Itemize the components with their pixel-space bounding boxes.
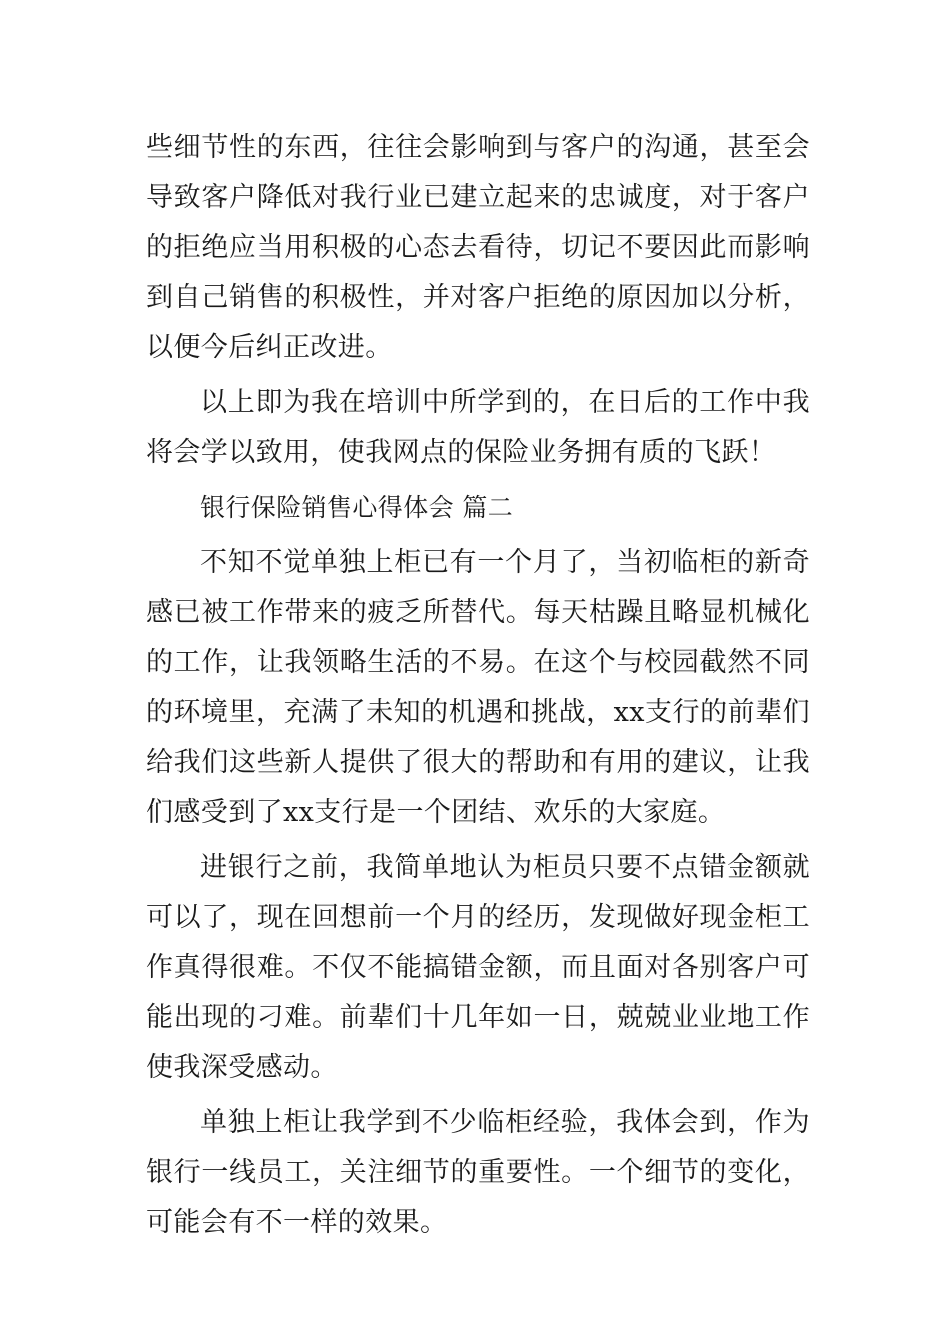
paragraph: 进银行之前，我简单地认为柜员只要不点错金额就可以了，现在回想前一个月的经历，发现做好现金柜工作真得很难。不仅不能搞错金额，而且面对各别客户可能出现的刁难。前辈们十几年如一日，兢兢业业地工作使我深受感动。 <box>146 852 810 1083</box>
paragraph-continued: 些细节性的东西，往往会影响到与客户的沟通，甚至会导致客户降低对我行业已建立起来的忠诚度，对于客户的拒绝应当用积极的心态去看待，切记不要因此而影响到自己销售的积极性，并对客户拒绝的原因加以分析，以便今后纠正改进。 <box>146 132 810 363</box>
paragraph: 不知不觉单独上柜已有一个月了，当初临柜的新奇感已被工作带来的疲乏所替代。每天枯躁且略显机械化的工作，让我领略生活的不易。在这个与校园截然不同的环境里，充满了未知的机遇和挑战，xx支行的前辈们给我们这些新人提供了很大的帮助和有用的建议，让我们感受到了xx支行是一个团结、欢乐的大家庭。 <box>146 547 810 828</box>
section-heading: 银行保险销售心得体会 篇二 <box>200 493 514 522</box>
paragraph: 单独上柜让我学到不少临柜经验，我体会到，作为银行一线员工，关注细节的重要性。一个细节的变化，可能会有不一样的效果。 <box>146 1107 810 1238</box>
paragraph-conclusion: 以上即为我在培训中所学到的，在日后的工作中我将会学以致用，使我网点的保险业务拥有质的飞跃！ <box>146 387 810 468</box>
document-body <box>146 123 810 1253</box>
